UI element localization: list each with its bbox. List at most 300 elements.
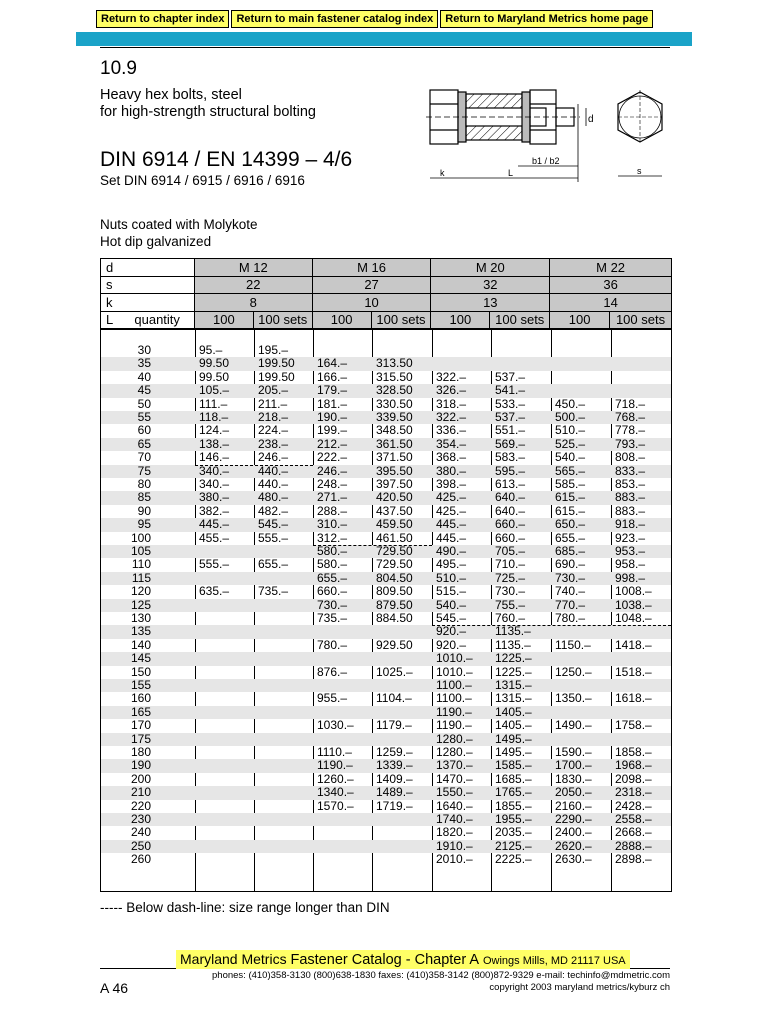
length-cell: 65: [137, 436, 151, 451]
price-cell: 729.50: [376, 557, 413, 572]
table-row: [101, 773, 671, 786]
price-cell: 640.–: [495, 490, 526, 505]
price-cell: 879.50: [376, 597, 413, 612]
table-row: [101, 545, 671, 558]
price-cell: 2620.–: [555, 838, 592, 853]
price-cell: 238.–: [258, 436, 289, 451]
price-cell: 1010.–: [436, 664, 473, 679]
price-cell: 2888.–: [615, 838, 652, 853]
price-cell: 371.50: [376, 450, 413, 465]
length-cell: 175: [130, 731, 151, 746]
length-cell: 105: [130, 544, 151, 558]
price-cell: 953.–: [615, 544, 646, 558]
price-cell: 580.–: [317, 544, 348, 558]
d-m16: M 16: [312, 259, 431, 277]
price-cell: 755.–: [495, 597, 526, 612]
label-s: s: [101, 276, 195, 294]
price-cell: 1618.–: [615, 691, 652, 706]
price-cell: 730.–: [555, 570, 586, 585]
price-cell: 545.–: [436, 611, 467, 625]
table-row: [101, 558, 671, 571]
price-cell: 725.–: [495, 570, 526, 585]
table-row: [101, 639, 671, 652]
price-cell: 480.–: [258, 490, 289, 505]
table-row: [101, 692, 671, 705]
price-cell: 1260.–: [317, 771, 354, 786]
price-cell: 2010.–: [436, 852, 473, 867]
length-cell: 35: [137, 356, 151, 371]
price-cell: 1030.–: [317, 718, 354, 733]
price-cell: 440.–: [258, 463, 289, 478]
price-cell: 780.–: [555, 611, 586, 625]
length-cell: 145: [130, 651, 151, 666]
price-cell: 1910.–: [436, 838, 473, 853]
table-row: [101, 384, 671, 397]
price-cell: 650.–: [555, 517, 586, 532]
price-cell: 565.–: [555, 463, 586, 478]
din-limit-dash-line: [313, 545, 432, 546]
qty-m16-100: 100: [312, 311, 371, 329]
price-cell: 1470.–: [436, 771, 473, 786]
price-cell: 1025.–: [376, 664, 413, 679]
length-cell: 220: [130, 798, 151, 813]
price-cell: 613.–: [495, 477, 526, 491]
length-cell: 115: [131, 570, 151, 585]
price-cell: 218.–: [258, 410, 289, 424]
price-cell: 490.–: [436, 544, 467, 558]
price-cell: 595.–: [495, 463, 526, 478]
price-cell: 313.50: [376, 356, 413, 371]
dash-line-footnote: ----- Below dash-line: size range longer than DIN: [100, 900, 390, 915]
table-row: [101, 371, 671, 384]
price-cell: 330.50: [376, 396, 413, 411]
price-cell: 958.–: [615, 557, 646, 572]
price-cell: 923.–: [615, 530, 646, 545]
price-cell: 1858.–: [615, 745, 652, 759]
price-cell: 99.50: [199, 356, 230, 371]
price-cell: 425.–: [436, 503, 467, 518]
price-cell: 2428.–: [615, 798, 652, 813]
price-cell: 105.–: [199, 383, 230, 398]
s-m12: 22: [194, 276, 312, 294]
price-cell: 382.–: [199, 503, 230, 518]
price-cell: 138.–: [199, 436, 230, 451]
length-cell: 40: [137, 369, 151, 384]
length-cell: 190: [130, 758, 151, 773]
price-cell: 1640.–: [436, 798, 473, 813]
table-row: [101, 438, 671, 451]
price-cell: 318.–: [436, 396, 467, 411]
price-cell: 310.–: [317, 517, 348, 532]
price-cell: 190.–: [317, 410, 348, 424]
price-cell: 500.–: [555, 410, 586, 424]
table-row: [101, 625, 671, 638]
length-cell: 75: [137, 463, 151, 478]
return-home-page-button[interactable]: Return to Maryland Metrics home page: [440, 10, 653, 28]
price-cell: 205.–: [258, 383, 289, 398]
length-cell: 90: [137, 503, 151, 518]
price-cell: 288.–: [317, 503, 348, 518]
price-cell: 808.–: [615, 450, 646, 465]
product-title: [100, 87, 316, 121]
footer-chapter: Fastener Catalog - Chapter A: [290, 952, 480, 968]
price-cell: 883.–: [615, 503, 646, 518]
price-cell: 920.–: [436, 624, 467, 639]
length-cell: 160: [130, 691, 151, 706]
row-k: [101, 294, 672, 312]
bolt-side-view: [426, 90, 586, 182]
length-cell: 100: [130, 530, 151, 545]
set-designation: Set DIN 6914 / 6915 / 6916 / 6916: [100, 173, 305, 188]
price-cell: 2050.–: [555, 785, 592, 800]
price-cell: 1855.–: [495, 798, 532, 813]
price-cell: 437.50: [376, 503, 413, 518]
length-cell: 80: [137, 477, 151, 491]
price-cell: 1190.–: [317, 758, 353, 773]
table-row: [101, 532, 671, 545]
price-cell: 1765.–: [495, 785, 532, 800]
row-quantity: [101, 311, 672, 329]
price-cell: 354.–: [436, 436, 467, 451]
price-cell: 199.50: [258, 369, 295, 384]
length-cell: 130: [130, 611, 151, 625]
price-cell: 660.–: [317, 584, 348, 599]
price-cell: 685.–: [555, 544, 586, 558]
price-cell: 124.–: [199, 423, 230, 438]
price-cell: 537.–: [495, 369, 526, 384]
price-cell: 1490.–: [555, 718, 592, 733]
return-chapter-index-button[interactable]: Return to chapter index: [96, 10, 229, 28]
price-cell: 585.–: [555, 477, 586, 491]
price-cell: 510.–: [436, 570, 467, 585]
price-cell: 361.50: [376, 436, 413, 451]
price-table: [100, 329, 672, 892]
title-line-2: for high-strength structural bolting: [100, 104, 316, 120]
price-cell: 328.50: [376, 383, 413, 398]
label-L: L: [106, 312, 113, 328]
price-cell: 533.–: [495, 396, 526, 411]
qty-m22-sets: 100 sets: [610, 311, 672, 329]
price-cell: 1495.–: [495, 731, 532, 746]
price-cell: 179.–: [317, 383, 348, 398]
k-m12: 8: [194, 294, 312, 312]
table-row: [101, 612, 671, 625]
length-cell: 200: [130, 771, 151, 786]
price-cell: 398.–: [436, 477, 467, 491]
size-header-table: [100, 258, 672, 329]
price-cell: 1409.–: [376, 771, 413, 786]
page-number: A 46: [100, 980, 129, 996]
price-cell: 615.–: [555, 490, 586, 505]
footer-copyright: copyright 2003 maryland metrics/kyburz ch: [489, 982, 670, 993]
price-cell: 1518.–: [615, 664, 652, 679]
price-cell: 2125.–: [495, 838, 532, 853]
drawing-label-L: L: [508, 168, 514, 178]
price-cell: 1339.–: [376, 758, 413, 773]
length-cell: 110: [131, 557, 151, 572]
d-m12: M 12: [194, 259, 312, 277]
price-cell: 1685.–: [495, 771, 532, 786]
price-cell: 99.50: [199, 369, 230, 384]
price-cell: 569.–: [495, 436, 526, 451]
length-cell: 230: [130, 812, 151, 826]
price-cell: 199.–: [317, 423, 348, 438]
price-cell: 541.–: [495, 383, 526, 398]
price-cell: 555.–: [258, 530, 289, 545]
table-row: [101, 344, 671, 357]
footer-contacts: phones: (410)358-3130 (800)638-1830 faxes: (410)358-3142 (800)872-9329 e-mail: techinfo@mdmetric.com: [212, 970, 670, 981]
price-cell: 195.–: [258, 343, 289, 357]
row-s: [101, 276, 672, 294]
price-cell: 246.–: [258, 450, 289, 465]
price-cell: 1104.–: [376, 691, 412, 706]
drawing-label-d: d: [588, 114, 594, 125]
price-cell: 540.–: [436, 597, 467, 612]
din-limit-dash-line: [432, 625, 671, 626]
price-cell: 2400.–: [555, 825, 592, 840]
price-cell: 1405.–: [495, 704, 532, 719]
qty-m20-sets: 100 sets: [490, 311, 550, 329]
price-cell: 1719.–: [376, 798, 413, 813]
price-cell: 551.–: [495, 423, 526, 438]
din-limit-dash-line: [195, 465, 313, 466]
price-cell: 1350.–: [555, 691, 592, 706]
price-cell: 166.–: [317, 369, 348, 384]
price-cell: 1179.–: [376, 718, 412, 733]
price-cell: 380.–: [199, 490, 230, 505]
label-k: k: [101, 294, 195, 312]
length-cell: 180: [130, 745, 151, 759]
table-row: [101, 666, 671, 679]
price-cell: 778.–: [615, 423, 646, 438]
return-catalog-index-button[interactable]: Return to main fastener catalog index: [231, 10, 438, 28]
price-cell: 340.–: [199, 477, 230, 491]
length-cell: 70: [137, 450, 151, 465]
price-cell: 809.50: [376, 584, 413, 599]
table-row: [101, 478, 671, 491]
price-cell: 1340.–: [317, 785, 354, 800]
price-cell: 1550.–: [436, 785, 473, 800]
footer-address: Owings Mills, MD 21117 USA: [482, 955, 626, 967]
drawing-label-k: k: [440, 168, 445, 178]
bolt-drawing: [418, 82, 676, 192]
price-cell: 1740.–: [436, 812, 473, 826]
qty-m12-100: 100: [194, 311, 253, 329]
price-cell: 1418.–: [615, 637, 652, 652]
price-cell: 118.–: [199, 410, 229, 424]
price-cell: 1038.–: [615, 597, 652, 612]
d-m22: M 22: [550, 259, 672, 277]
price-cell: 1830.–: [555, 771, 592, 786]
k-m16: 10: [312, 294, 431, 312]
label-d: d: [101, 259, 195, 277]
top-navigation: [96, 10, 655, 28]
price-cell: 555.–: [199, 557, 230, 572]
price-cell: 1758.–: [615, 718, 652, 733]
table-row: [101, 719, 671, 732]
footer-company: Maryland Metrics: [180, 951, 287, 967]
price-cell: 322.–: [436, 369, 467, 384]
price-cell: 853.–: [615, 477, 646, 491]
price-cell: 583.–: [495, 450, 526, 465]
price-cell: 1315.–: [495, 678, 532, 692]
price-cell: 95.–: [199, 343, 223, 357]
price-cell: 1100.–: [436, 691, 472, 706]
price-cell: 2160.–: [555, 798, 592, 813]
price-cell: 397.50: [376, 477, 413, 491]
price-cell: 340.–: [199, 463, 230, 478]
price-cell: 445.–: [436, 530, 467, 545]
price-cell: 735.–: [258, 584, 289, 599]
price-cell: 246.–: [317, 463, 348, 478]
price-cell: 883.–: [615, 490, 646, 505]
qty-m22-100: 100: [550, 311, 610, 329]
price-cell: 224.–: [258, 423, 289, 438]
price-cell: 212.–: [317, 436, 348, 451]
label-L-quantity: [101, 311, 195, 329]
price-cell: 1820.–: [436, 825, 473, 840]
price-cell: 211.–: [258, 396, 288, 411]
price-cell: 1280.–: [436, 745, 473, 759]
price-cell: 735.–: [317, 611, 348, 625]
price-cell: 2898.–: [615, 852, 652, 867]
price-cell: 1135.–: [495, 637, 531, 652]
table-row: [101, 465, 671, 478]
length-cell: 85: [137, 490, 151, 505]
price-cell: 918.–: [615, 517, 646, 532]
standard-designation: DIN 6914 / EN 14399 – 4/6: [100, 148, 353, 171]
qty-m12-sets: 100 sets: [253, 311, 312, 329]
price-cell: 495.–: [436, 557, 467, 572]
table-row: [101, 424, 671, 437]
coating-notes: [100, 216, 258, 250]
price-cell: 248.–: [317, 477, 348, 491]
table-row: [101, 853, 671, 866]
price-cell: 2290.–: [555, 812, 592, 826]
price-cell: 1315.–: [495, 691, 532, 706]
table-row: [101, 505, 671, 518]
length-cell: 60: [137, 423, 151, 438]
price-cell: 1100.–: [436, 678, 472, 692]
price-cell: 655.–: [555, 530, 586, 545]
price-cell: 540.–: [555, 450, 586, 465]
price-cell: 1250.–: [555, 664, 592, 679]
price-cell: 615.–: [555, 503, 586, 518]
length-cell: 120: [130, 584, 151, 599]
price-cell: 1008.–: [615, 584, 652, 599]
title-line-1: Heavy hex bolts, steel: [100, 87, 242, 103]
price-cell: 322.–: [436, 410, 467, 424]
price-cell: 1370.–: [436, 758, 473, 773]
price-cell: 768.–: [615, 410, 646, 424]
price-cell: 884.50: [376, 611, 413, 625]
price-cell: 2035.–: [495, 825, 532, 840]
price-cell: 705.–: [495, 544, 526, 558]
table-row: [101, 599, 671, 612]
note-molykote: Nuts coated with Molykote: [100, 217, 258, 232]
k-m22: 14: [550, 294, 672, 312]
length-cell: 260: [130, 852, 151, 867]
price-cell: 955.–: [317, 691, 348, 706]
price-cell: 1700.–: [555, 758, 592, 773]
table-row: [101, 652, 671, 665]
price-cell: 876.–: [317, 664, 348, 679]
row-d: [101, 259, 672, 277]
length-cell: 95: [137, 517, 151, 532]
strength-grade: 10.9: [100, 58, 137, 79]
nut-end-view: [618, 90, 662, 176]
price-cell: 445.–: [199, 517, 230, 532]
price-cell: 312.–: [317, 530, 348, 545]
price-cell: 740.–: [555, 584, 586, 599]
length-cell: 165: [130, 704, 151, 719]
price-cell: 315.50: [376, 369, 413, 384]
price-cell: 1225.–: [495, 651, 532, 666]
price-cell: 1405.–: [495, 718, 532, 733]
price-cell: 640.–: [495, 503, 526, 518]
length-cell: 150: [130, 664, 151, 679]
table-row: [101, 679, 671, 692]
price-cell: 336.–: [436, 423, 467, 438]
length-cell: 250: [130, 838, 151, 853]
price-cell: 1590.–: [555, 745, 592, 759]
price-cell: 718.–: [615, 396, 646, 411]
price-cell: 729.50: [376, 544, 413, 558]
price-cell: 455.–: [199, 530, 230, 545]
qty-m20-100: 100: [431, 311, 490, 329]
price-cell: 1570.–: [317, 798, 354, 813]
length-cell: 55: [137, 410, 151, 424]
price-cell: 1110.–: [317, 745, 352, 759]
price-cell: 1010.–: [436, 651, 473, 666]
label-quantity: quantity: [134, 312, 180, 328]
price-cell: 770.–: [555, 597, 586, 612]
price-cell: 199.50: [258, 356, 295, 371]
price-cell: 635.–: [199, 584, 230, 599]
price-cell: 482.–: [258, 503, 289, 518]
drawing-label-s: s: [637, 166, 642, 176]
price-cell: 348.50: [376, 423, 413, 438]
price-cell: 368.–: [436, 450, 467, 465]
length-cell: 50: [137, 396, 151, 411]
price-cell: 1955.–: [495, 812, 532, 826]
s-m20: 32: [431, 276, 550, 294]
price-cell: 326.–: [436, 383, 467, 398]
price-cell: 420.50: [376, 490, 413, 505]
table-row: [101, 491, 671, 504]
price-cell: 804.50: [376, 570, 413, 585]
length-cell: 30: [137, 343, 151, 357]
price-cell: 2630.–: [555, 852, 592, 867]
table-row: [101, 451, 671, 464]
price-cell: 1495.–: [495, 745, 532, 759]
price-cell: 730.–: [495, 584, 526, 599]
header-color-bar: [76, 32, 692, 46]
price-cell: 2098.–: [615, 771, 652, 786]
price-cell: 710.–: [495, 557, 526, 572]
price-cell: 690.–: [555, 557, 586, 572]
price-cell: 2558.–: [615, 812, 652, 826]
footer-banner: [176, 950, 630, 969]
length-cell: 240: [130, 825, 151, 840]
price-cell: 1150.–: [555, 637, 591, 652]
table-row: [101, 585, 671, 598]
price-cell: 545.–: [258, 517, 289, 532]
price-cell: 339.50: [376, 410, 413, 424]
price-cell: 1048.–: [615, 611, 652, 625]
price-cell: 425.–: [436, 490, 467, 505]
price-cell: 395.50: [376, 463, 413, 478]
